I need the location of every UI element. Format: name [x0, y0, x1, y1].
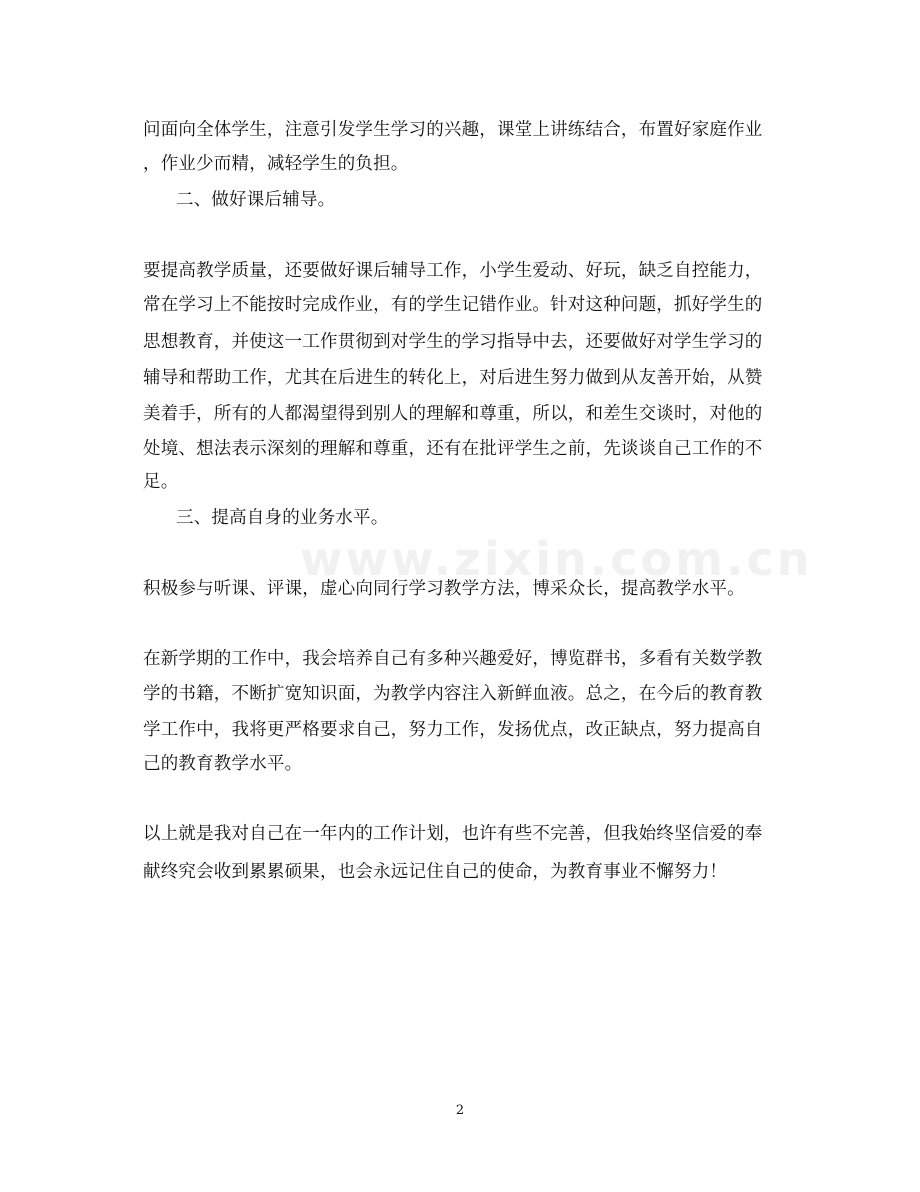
text-line: 献终究会收到累累硕果，也会永远记住自己的使命，为教育事业不懈努力！ [143, 862, 728, 882]
text-line: 积极参与听课、评课，虚心向同行学习教学方法，博采众长，提高教学水平。 [143, 579, 745, 599]
watermark: www.zixin.com.cn [300, 532, 813, 586]
text-line: 在新学期的工作中，我会培养自己有多种兴趣爱好，博览群书，多看有关数学教 [143, 649, 763, 669]
text-line: 常在学习上不能按时完成作业，有的学生记错作业。针对这种问题，抓好学生的 [143, 295, 763, 315]
text-line: 己的教育教学水平。 [143, 754, 303, 774]
text-line: 学的书籍，不断扩宽知识面，为教学内容注入新鲜血液。总之，在今后的教育教 [143, 684, 763, 704]
text-line: 要提高教学质量，还要做好课后辅导工作，小学生爱动、好玩，缺乏自控能力， [143, 261, 763, 281]
section-heading: 三、提高自身的业务水平。 [176, 508, 389, 528]
text-line: 以上就是我对自己在一年内的工作计划，也许有些不完善，但我始终坚信爱的奉 [143, 824, 763, 844]
text-line: 美着手，所有的人都渴望得到别人的理解和尊重，所以，和差生交谈时，对他的 [143, 404, 763, 424]
text-line: 学工作中，我将更严格要求自己，努力工作，发扬优点，改正缺点，努力提高自 [143, 720, 763, 740]
text-line: 思想教育，并使这一工作贯彻到对学生的学习指导中去，还要做好对学生学习的 [143, 332, 763, 352]
text-line: ，作业少而精，减轻学生的负担。 [143, 154, 409, 174]
section-heading: 二、做好课后辅导。 [176, 190, 336, 210]
text-line: 处境、想法表示深刻的理解和尊重，还有在批评学生之前，先谈谈自己工作的不 [143, 439, 763, 459]
text-line: 辅导和帮助工作，尤其在后进生的转化上，对后进生努力做到从友善开始，从赞 [143, 368, 763, 388]
text-line: 足。 [143, 472, 179, 492]
page-number: 2 [455, 1103, 465, 1118]
text-line: 问面向全体学生，注意引发学生学习的兴趣，课堂上讲练结合，布置好家庭作业 [143, 120, 763, 140]
